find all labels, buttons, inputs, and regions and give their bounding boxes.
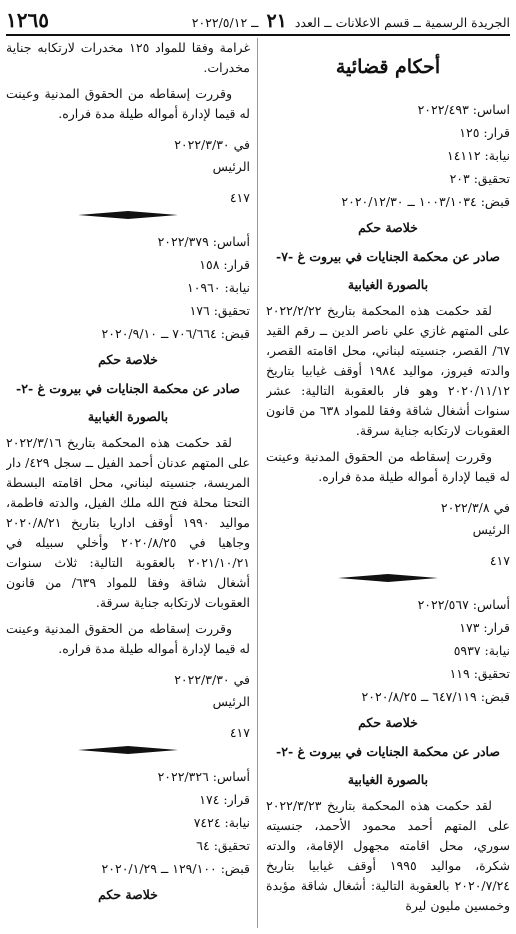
investigation-number: تحقيق: ١٧٦ (189, 303, 250, 318)
continued-entry (6, 38, 250, 220)
arrest-warrant: قبض: ٦٤٧/١١٩ ــ ٢٠٢٠/٨/٢٥ (361, 689, 510, 704)
decision-number: قرار: ١٢٥ (459, 125, 510, 140)
judgment-entry-4 (6, 765, 250, 906)
signature-date: في ٢٠٢٢/٣/٣٠ (174, 137, 250, 152)
judgment-summary-heading: خلاصة حكم (358, 220, 418, 235)
section-divider (6, 210, 250, 220)
judgment-mode: بالصورة الغيابية (347, 772, 429, 787)
decision-number: قرار: ١٧٤ (199, 792, 250, 807)
left-column (6, 38, 250, 930)
signer-title: الرئيس (212, 159, 250, 174)
publication-name: الجريدة الرسمية ــ قسم الاعلانات ــ العدد (294, 15, 510, 30)
page-header (6, 4, 510, 36)
signature-date: في ٢٠٢٢/٣/٣٠ (174, 672, 250, 687)
arrest-warrant: قبض: ٧٠٦/٦٦٤ ــ ٢٠٢٠/٩/١٠ (101, 326, 250, 341)
civil-rights-text: وقررت إسقاطه من الحقوق المدنية وعينت له قيما لإدارة أمواله طيلة مدة فراره. (6, 86, 250, 121)
judgment-entry-2 (266, 593, 510, 916)
judgment-entry-1 (266, 98, 510, 583)
case-basis: اساس: ٢٠٢٢/٤٩٣ (417, 102, 510, 117)
signer-title: الرئيس (472, 522, 510, 537)
column-separator (257, 38, 258, 928)
signature-date: في ٢٠٢٢/٣/٨ (440, 500, 510, 515)
judgment-summary-heading: خلاصة حكم (98, 887, 158, 902)
civil-rights-text: وقررت إسقاطه من الحقوق المدنية وعينت له قيما لإدارة أمواله طيلة مدة فراره. (266, 449, 510, 484)
reference-number: ٤١٧ (229, 725, 250, 740)
prosecution-number: نيابة: ٥٩٣٧ (453, 643, 510, 658)
judgment-text: لقد حكمت هذه المحكمة بتاريخ ٢٠٢٢/٣/٢٣ على المتهم أحمد محمود الأحمد، جنسيته سوري، محل اقامته مجهول الإقامة، والدته شكرة، مواليد ١٩٩٥ أوقف غيابيا بتاريخ ٢٠٢٠/٧/٢٤ بالعقوبة التالية: أشغال شاقة مؤبدة وخمسين مليون ليرة (266, 798, 510, 913)
case-basis: أساس: ٢٠٢٢/٥٦٧ (417, 597, 510, 612)
court-line: صادر عن محكمة الجنايات في بيروت غ -٧- (276, 249, 500, 264)
prosecution-number: نيابة: ٧٤٢٤ (193, 815, 250, 830)
page-number: ١٢٦٥ (6, 8, 49, 32)
right-column (266, 38, 510, 930)
judgment-mode: بالصورة الغيابية (347, 277, 429, 292)
court-line: صادر عن محكمة الجنايات في بيروت غ -٢- (16, 381, 240, 396)
judgment-summary-heading: خلاصة حكم (98, 352, 158, 367)
page-title: أحكام قضائية (335, 56, 441, 78)
continued-judgment-text: غرامة وفقا للمواد ١٢٥ مخدرات لارتكابه جناية مخدرات. (6, 40, 250, 75)
reference-number: ٤١٧ (489, 553, 510, 568)
case-basis: أساس: ٢٠٢٢/٣٧٩ (157, 234, 250, 249)
section-divider (6, 745, 250, 755)
publication-line (192, 10, 510, 32)
judgment-summary-heading: خلاصة حكم (358, 715, 418, 730)
reference-number: ٤١٧ (229, 190, 250, 205)
issue-date: ــ ٢٠٢٢/٥/١٢ (191, 15, 259, 30)
arrest-warrant: قبض: ١٠٠٣/١٠٣٤ ــ ٢٠٢٠/١٢/٣٠ (341, 194, 510, 209)
court-line: صادر عن محكمة الجنايات في بيروت غ -٢- (276, 744, 500, 759)
investigation-number: تحقيق: ١١٩ (449, 666, 510, 681)
signer-title: الرئيس (212, 694, 250, 709)
case-basis: أساس: ٢٠٢٢/٣٢٦ (157, 769, 250, 784)
prosecution-number: نيابة: ١٠٩٦٠ (186, 280, 250, 295)
judgment-text: لقد حكمت هذه المحكمة بتاريخ ٢٠٢٢/٣/١٦ على المتهم عدنان أحمد الفيل ــ سجل ٤٢٩/ دار المريسة، جنسيته لبناني، محل اقامته البسطة التحتا محلة فتح الله ملك الفيل، والدته فاطمة، مواليد ١٩٩٠ أوقف اداريا بتاريخ ٢٠٢٠/٨/٢١ وجاهيا في ٢٠٢٠/٨/٢٥ وأخلي سبيله في ٢٠٢١/١٠/٢١ بالعقوبة التالية: ثلاث سنوات أشغال شاقة وفقا للمواد ٦٣٩/ من قانون العقوبات لارتكابه جناية سرقة. (6, 435, 250, 610)
decision-number: قرار: ١٧٣ (459, 620, 510, 635)
judgment-text: لقد حكمت هذه المحكمة بتاريخ ٢٠٢٢/٢/٢٢ على المتهم غازي علي ناصر الدين ــ رقم القيد ٦٧/ القصر، جنسيته لبناني، محل اقامته القصر، والدته فيروز، مواليد ١٩٨٤ أوقف غيابيا بتاريخ ٢٠٢٠/١١/١٢ وهو فار بالعقوبة التالية: عشر سنوات أشغال شاقة وفقا للمواد ٦٣٨ من قانون العقوبات لارتكابه جناية سرقة. (266, 303, 510, 438)
judgment-mode: بالصورة الغيابية (87, 409, 169, 424)
civil-rights-text: وقررت إسقاطه من الحقوق المدنية وعينت له قيما لإدارة أمواله طيلة مدة فراره. (6, 621, 250, 656)
decision-number: قرار: ١٥٨ (199, 257, 250, 272)
judgment-entry-3 (6, 230, 250, 755)
section-divider (266, 573, 510, 583)
prosecution-number: نيابة: ١٤١١٢ (446, 148, 510, 163)
investigation-number: تحقيق: ٢٠٣ (449, 171, 510, 186)
issue-number: ٢١ (266, 10, 287, 32)
arrest-warrant: قبض: ١٢٩/١٠٠ ــ ٢٠٢٠/١/٢٩ (101, 861, 250, 876)
investigation-number: تحقيق: ٦٤ (196, 838, 250, 853)
